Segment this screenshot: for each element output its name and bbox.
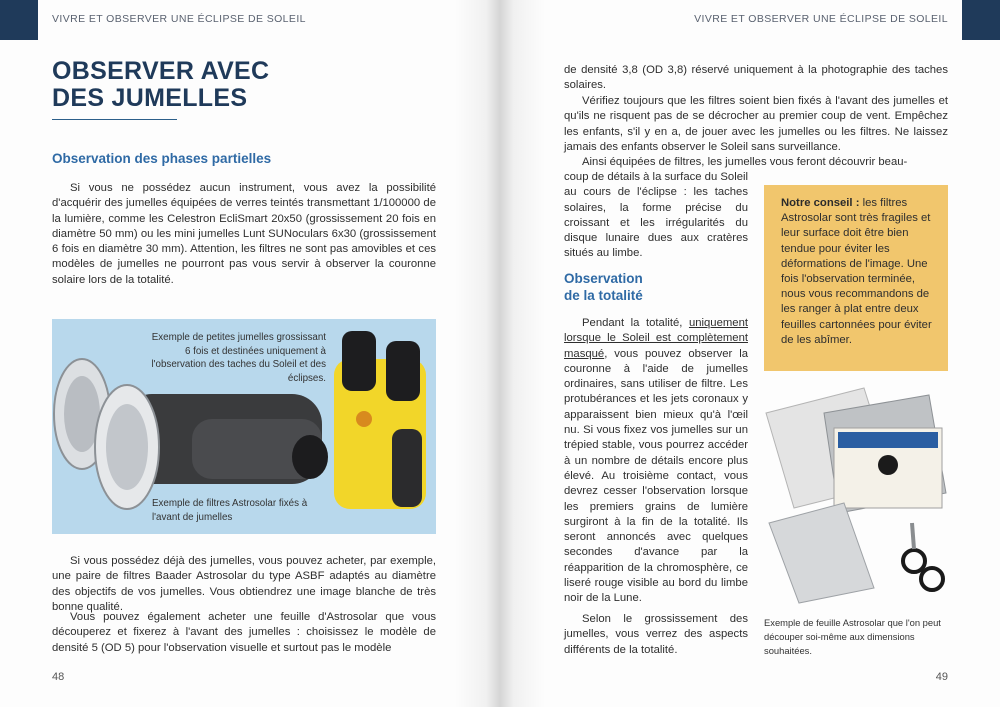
title-rule <box>52 119 177 120</box>
totality-body: , vous pouvez observer la couronne à l'aide de jumelles ordinaires, sans utiliser de filtre. Les protubérances et les jets coronaux y apparaissent bien mieux qu'à l'œil nu. Si vous fixez vos jumelles sur un trépied stable, vous pourrez accéder à un nombre de détails encore plus élevé. Au troisième contact, vous devrez cesser l'observation lorsque les premiers grains de lumière surgiront à la fin de la totalité. Ils seront annoncés avec quelques secondes d'avance par la réapparition de la chromosphère, ce liseré rouge visible au bord du limbe noir de la Lune. <box>564 347 748 605</box>
title-line-2: DES JUMELLES <box>52 84 248 112</box>
paragraph-astrosolar-sheet: Vous pouvez également acheter une feuille d'Astrosolar que vous découperez et fixerez à l'avant des jumelles : choisissez le modèle de densité 5 (OD 5) pour l'observation visuelle et surtout pas le modèle <box>52 611 436 654</box>
filter-film-right <box>106 404 148 490</box>
astrosolar-sheet-photo <box>764 383 948 609</box>
scissors-blade <box>912 523 914 549</box>
paragraph-baader: Si vous possédez déjà des jumelles, vous pouvez acheter, par exemple, une paire de filtres Baader Astrosolar du type ASBF adaptés au diamètre des objectifs de vos jumelles. Vous obtiendrez une image blanche de très bonne qualité. <box>52 555 436 613</box>
running-header-right: VIVRE ET OBSERVER UNE ÉCLIPSE DE SOLEIL <box>694 13 948 25</box>
running-header: VIVRE ET OBSERVER UNE ÉCLIPSE DE SOLEIL <box>52 13 306 25</box>
page-title <box>52 58 269 112</box>
sheet-card-eclipse <box>878 455 898 475</box>
small-binoculars-eyecup-left <box>342 331 376 391</box>
paragraph-verify-filters: Vérifiez toujours que les filtres soient bien fixés à l'avant des jumelles et qu'ils ne risquent pas de se décrocher au premier coup de vent. Empêchez les enfants, s'il y en a, de jouer avec les jumelles ou les filtres. Ne laissez jamais des enfants observer le Soleil sans surveillance. <box>564 95 948 153</box>
tip-text: les filtres Astrosolar sont très fragiles et leur surface doit être bien tendue pour éviter les déformations de l'image. Une fois l'observation terminée, nous vous recommandons de les ranger à plat entre deux feuilles cartonnées pour éviter de les abîmer. <box>781 197 932 346</box>
tip-label: Notre conseil : <box>781 197 860 209</box>
paragraph-equipped-line: Ainsi équipées de filtres, les jumelles vous feront découvrir beau- <box>582 156 908 168</box>
subhead-line-2: de la totalité <box>564 288 643 303</box>
page-number-right: 49 <box>935 671 948 683</box>
subhead-line-1: Observation <box>564 271 643 286</box>
paragraph-intro: Si vous ne possédez aucun instrument, vous avez la possibilité d'acquérir des jumelles équipées de verres teintés transmettant 1/100000 de la lumière, comme les Celestron EcliSmart 20x50 (grossissement 20 fois en diamètre 50 mm) ou les mini jumelles Lunt SUNoculars 6x30 (grossissement 6 fois en diamètre 30 mm). Attention, les filtres ne sont pas amovibles et ces modèles de jumelles ne pourront pas vous servir à observer la couronne solaire lors de la totalité. <box>52 182 436 286</box>
photo-caption-astrosolar: Exemple de feuille Astrosolar que l'on peut découper soi-même aux dimensions souhaitées. <box>764 617 941 656</box>
photo-caption-filters: Exemple de filtres Astrosolar fixés à l'avant de jumelles <box>152 498 308 523</box>
paragraph-totality <box>564 316 748 607</box>
small-binoculars-eyecup-right <box>386 341 420 401</box>
paragraph-continued: de densité 3,8 (OD 3,8) réservé uniquement à la photographie des taches solaires. <box>564 64 948 92</box>
chapter-tab <box>0 0 38 40</box>
sheet-card-banner <box>838 432 938 448</box>
rolled-astrosolar-sheet <box>769 503 874 603</box>
paragraph-equipped-rest: coup de détails à la surface du Soleil au cours de l'éclipse : les taches solaires, la forme précise du croissant et les irrégularités du disque lunaire dues aux cratères situés au limbe. <box>564 171 749 260</box>
scissors-handle-1 <box>903 550 925 572</box>
large-binoculars-eyepiece <box>292 435 328 479</box>
section-heading: Observation des phases partielles <box>52 151 272 166</box>
paragraph-aspects: Selon le grossissement des jumelles, vous verrez des aspects différents de la totalité. <box>564 613 748 656</box>
totality-intro: Pendant la totalité, <box>582 317 689 329</box>
section-heading-totality <box>564 270 643 304</box>
tip-box <box>764 185 948 371</box>
small-binoculars-grip <box>392 429 422 507</box>
chapter-tab-right <box>962 0 1000 40</box>
totality-underlined: uniquement lorsque le Soleil est complètement masqué <box>564 317 748 360</box>
title-line-1: OBSERVER AVEC <box>52 57 270 85</box>
photo-caption-binoculars: Exemple de petites jumelles grossissant 6 fois et destinées uniquement à l'observation des taches du Soleil et des éclipses. <box>151 332 326 384</box>
scissors-handle-2 <box>921 568 943 590</box>
page-number-left: 48 <box>52 671 65 683</box>
focus-wheel <box>356 411 372 427</box>
binoculars-photo <box>52 319 436 534</box>
